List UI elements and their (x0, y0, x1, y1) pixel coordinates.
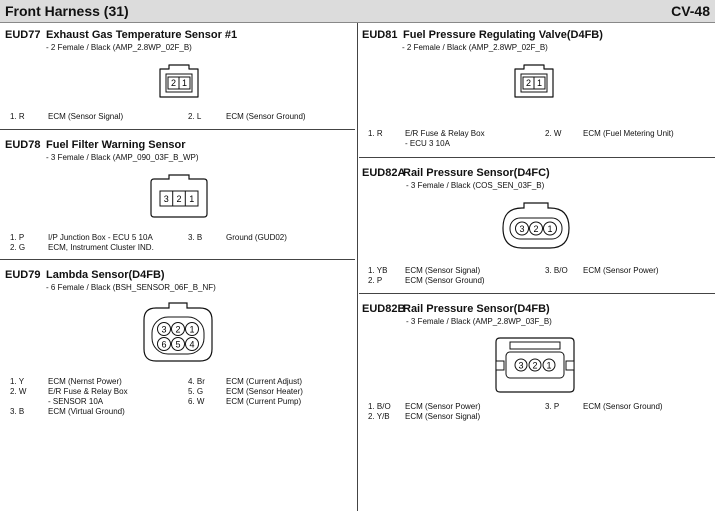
pin-number: 2. L (188, 112, 202, 121)
pin-number: 3. B (10, 407, 25, 416)
pin-table-eud81 (368, 129, 708, 149)
section-title-eud77 (5, 29, 237, 41)
pin-description: ECM (Sensor Signal) (405, 266, 481, 275)
pin-label: 2 (533, 224, 539, 234)
pin-label: 1 (546, 360, 552, 371)
pin-number: 1. YB (368, 266, 388, 275)
pin-label: 6 (161, 339, 167, 350)
pin-description: ECM (Fuel Metering Unit) (583, 129, 674, 138)
pin-label: 1 (189, 194, 195, 204)
component-name: Rail Pressure Sensor(D4FC) (403, 167, 550, 179)
pin-label: 5 (175, 339, 181, 350)
pin-number: 1. P (10, 233, 25, 242)
pin-row (368, 402, 708, 412)
section-divider (0, 129, 355, 130)
section-divider (359, 157, 715, 158)
pin-label: 3 (518, 360, 524, 371)
pin-number: 2. G (10, 243, 26, 252)
pin-row (368, 276, 708, 286)
pin-number: 5. G (188, 387, 204, 396)
pin-number: 1. B/O (368, 402, 391, 411)
section-title-eud82a (362, 167, 550, 179)
pin-row (10, 112, 350, 122)
column-divider (357, 23, 358, 511)
pin-label: 3 (519, 224, 525, 234)
pin-label: 2 (525, 78, 532, 88)
component-name: Fuel Filter Warning Sensor (46, 139, 186, 151)
pin-label: 2 (170, 78, 177, 88)
pin-number: 1. Y (10, 377, 25, 386)
pin-description: ECM (Sensor Heater) (226, 387, 303, 396)
pin-number: 3. B (188, 233, 203, 242)
pin-row (368, 412, 708, 422)
page-number: CV-48 (671, 3, 710, 19)
pin-description: Ground (GUD02) (226, 233, 287, 242)
pin-table-eud78 (10, 233, 350, 253)
pin-description: E/R Fuse & Relay Box (48, 387, 128, 396)
pin-description: - SENSOR 10A (48, 397, 104, 406)
connector-spec: - 2 Female / Black (AMP_2.8WP_02F_B) (46, 43, 192, 52)
pin-description: ECM (Sensor Ground) (405, 276, 485, 285)
pin-number: 1. R (10, 112, 25, 121)
pin-label: 1 (189, 324, 195, 335)
component-name: Rail Pressure Sensor(D4FB) (403, 303, 550, 315)
section-title-eud82b (362, 303, 550, 315)
pin-number: 1. R (368, 129, 383, 138)
connector-diagram-3pin (148, 171, 210, 221)
connector-code: EUD79 (5, 269, 41, 281)
pin-label: 1 (536, 78, 543, 88)
pin-description: ECM (Current Adjust) (226, 377, 303, 386)
connector-spec: - 6 Female / Black (BSH_SENSOR_06F_B_NF) (46, 283, 216, 292)
pin-row (10, 407, 350, 417)
pin-description: ECM (Nernst Power) (48, 377, 122, 386)
pin-label: 2 (175, 324, 181, 335)
pin-number: 3. P (545, 402, 560, 411)
connector-code: EUD78 (5, 139, 41, 151)
pin-number: 4. Br (188, 377, 205, 386)
component-name: Fuel Pressure Regulating Valve(D4FB) (403, 29, 603, 41)
pin-description: I/P Junction Box - ECU 5 10A (48, 233, 153, 242)
connector-code: EUD81 (362, 29, 398, 41)
connector-diagram-6pin (138, 299, 218, 365)
pin-label: 1 (547, 224, 553, 234)
pin-label: 4 (189, 339, 195, 350)
pin-description: ECM (Virtual Ground) (48, 407, 125, 416)
pin-row (10, 397, 350, 407)
pin-label: 3 (161, 324, 167, 335)
pin-description: ECM (Sensor Ground) (583, 402, 663, 411)
pin-row (368, 129, 708, 139)
pin-number: 2. Y/B (368, 412, 390, 421)
connector-code: EUD82B (362, 303, 406, 315)
pin-description: ECM (Sensor Ground) (226, 112, 306, 121)
pin-number: 2. W (545, 129, 562, 138)
pin-description: ECM (Sensor Signal) (48, 112, 124, 121)
pin-description: ECM (Current Pump) (226, 397, 302, 406)
component-name: Exhaust Gas Temperature Sensor #1 (46, 29, 238, 41)
component-name: Lambda Sensor(D4FB) (46, 269, 165, 281)
pin-label: 2 (176, 194, 182, 204)
pin-table-eud82b (368, 402, 708, 422)
pin-table-eud77 (10, 112, 350, 122)
pin-row (10, 387, 350, 397)
section-title-eud79 (5, 269, 165, 281)
pin-description: E/R Fuse & Relay Box (405, 129, 485, 138)
pin-label: 2 (532, 360, 538, 371)
pin-description: - ECU 3 10A (405, 139, 450, 148)
pin-table-eud82a (368, 266, 708, 286)
pin-row (10, 243, 350, 253)
connector-spec: - 2 Female / Black (AMP_2.8WP_02F_B) (402, 43, 548, 52)
pin-description: ECM (Sensor Signal) (405, 412, 481, 421)
connector-diagram-3pin-oval (500, 200, 572, 254)
connector-diagram-2pin (155, 60, 203, 102)
connector-code: EUD82A (362, 167, 406, 179)
connector-spec: - 3 Female / Black (AMP_2.8WP_03F_B) (406, 317, 552, 326)
pin-label: 3 (163, 194, 169, 204)
pin-row (10, 377, 350, 387)
page-title: Front Harness (31) (5, 3, 129, 19)
connector-spec: - 3 Female / Black (AMP_090_03F_B_WP) (46, 153, 199, 162)
pin-number: 2. W (10, 387, 27, 396)
pin-number: 2. P (368, 276, 383, 285)
pin-description: ECM, Instrument Cluster IND. (48, 243, 154, 252)
pin-row (368, 266, 708, 276)
section-title-eud78 (5, 139, 186, 151)
section-divider (359, 293, 715, 294)
section-divider (0, 259, 355, 260)
pin-number: 6. W (188, 397, 205, 406)
pin-description: ECM (Sensor Power) (405, 402, 481, 411)
pin-description: ECM (Sensor Power) (583, 266, 659, 275)
connector-code: EUD77 (5, 29, 41, 41)
pin-row (368, 139, 708, 149)
connector-spec: - 3 Female / Black (COS_SEN_03F_B) (406, 181, 545, 190)
connector-diagram-2pin (510, 60, 558, 102)
page-header (0, 0, 715, 23)
section-title-eud81 (362, 29, 603, 41)
pin-number: 3. B/O (545, 266, 568, 275)
connector-diagram-3pin-latch (492, 334, 578, 398)
pin-label: 1 (181, 78, 188, 88)
pin-table-eud79 (10, 377, 350, 417)
pin-row (10, 233, 350, 243)
